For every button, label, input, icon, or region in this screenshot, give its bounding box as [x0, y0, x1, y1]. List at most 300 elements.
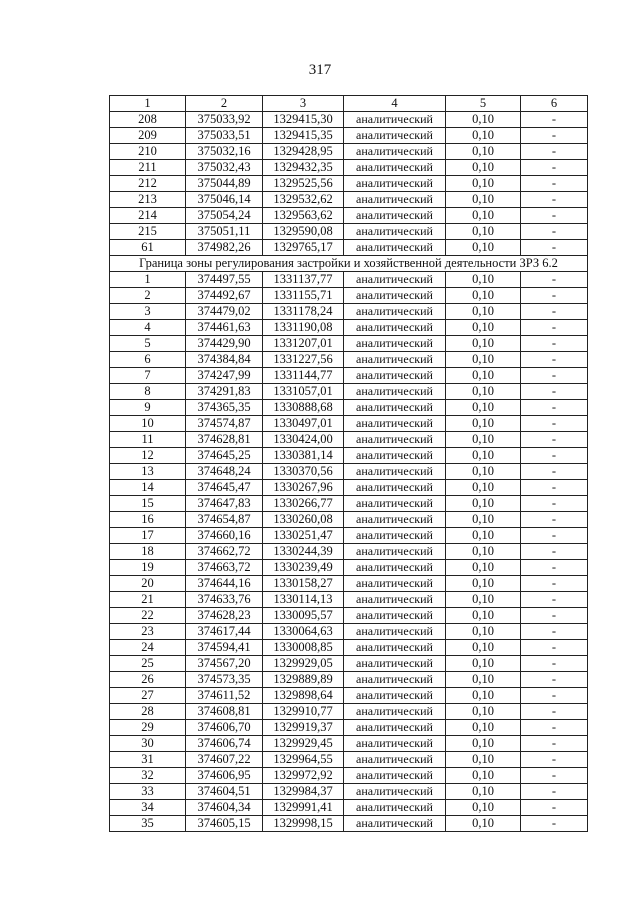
table-cell: аналитический — [344, 128, 446, 144]
table-row — [110, 400, 588, 416]
table-cell: - — [521, 496, 588, 512]
table-cell: 374662,72 — [186, 544, 263, 560]
table-cell: - — [521, 304, 588, 320]
table-row — [110, 320, 588, 336]
table-cell: 374365,35 — [186, 400, 263, 416]
table-cell: 1329898,64 — [263, 688, 344, 704]
table-cell: аналитический — [344, 288, 446, 304]
table-row — [110, 512, 588, 528]
table-cell: 0,10 — [446, 272, 521, 288]
table-cell: 1329984,37 — [263, 784, 344, 800]
table-cell: аналитический — [344, 176, 446, 192]
table-cell: аналитический — [344, 624, 446, 640]
table-cell: 374644,16 — [186, 576, 263, 592]
table-cell: 1330244,39 — [263, 544, 344, 560]
table-cell: - — [521, 608, 588, 624]
table-cell: - — [521, 336, 588, 352]
table-cell: 1329432,35 — [263, 160, 344, 176]
table-row — [110, 272, 588, 288]
table-cell: 1329910,77 — [263, 704, 344, 720]
table-cell: 4 — [110, 320, 186, 336]
table-cell: аналитический — [344, 704, 446, 720]
table-cell: 1 — [110, 272, 186, 288]
table-cell: 1329415,35 — [263, 128, 344, 144]
table-cell: 0,10 — [446, 656, 521, 672]
table-cell: 375044,89 — [186, 176, 263, 192]
table-cell: 0,10 — [446, 224, 521, 240]
table-cell: 1329929,45 — [263, 736, 344, 752]
table-cell: 374606,70 — [186, 720, 263, 736]
table-cell: 374291,83 — [186, 384, 263, 400]
table-cell: 375033,92 — [186, 112, 263, 128]
table-cell: 25 — [110, 656, 186, 672]
table-cell: 1330239,49 — [263, 560, 344, 576]
table-cell: - — [521, 528, 588, 544]
table-cell: 374633,76 — [186, 592, 263, 608]
table-cell: аналитический — [344, 784, 446, 800]
table-cell: аналитический — [344, 352, 446, 368]
table-cell: 1329532,62 — [263, 192, 344, 208]
table-cell: аналитический — [344, 592, 446, 608]
table-cell: 0,10 — [446, 384, 521, 400]
table-cell: 32 — [110, 768, 186, 784]
table-cell: 0,10 — [446, 576, 521, 592]
table-row — [110, 672, 588, 688]
section-title: Граница зоны регулирования застройки и хозяйственной деятельности ЗРЗ 6.2 — [110, 256, 588, 272]
table-cell: 0,10 — [446, 800, 521, 816]
table-cell: 26 — [110, 672, 186, 688]
table-cell: аналитический — [344, 656, 446, 672]
table-cell: 375033,51 — [186, 128, 263, 144]
table-cell: - — [521, 208, 588, 224]
table-cell: 0,10 — [446, 720, 521, 736]
table-cell: - — [521, 192, 588, 208]
table-cell: 1330497,01 — [263, 416, 344, 432]
table-cell: 34 — [110, 800, 186, 816]
table-cell: 0,10 — [446, 480, 521, 496]
table-cell: 374645,25 — [186, 448, 263, 464]
table-cell: - — [521, 720, 588, 736]
table-row — [110, 688, 588, 704]
table-cell: - — [521, 144, 588, 160]
table-cell: 1329972,92 — [263, 768, 344, 784]
table-cell: 374574,87 — [186, 416, 263, 432]
table-cell: 24 — [110, 640, 186, 656]
table-cell: 3 — [110, 304, 186, 320]
table-cell: 0,10 — [446, 704, 521, 720]
table-cell: 213 — [110, 192, 186, 208]
table-cell: 5 — [110, 336, 186, 352]
table-cell: 16 — [110, 512, 186, 528]
table-cell: аналитический — [344, 816, 446, 832]
table-cell: аналитический — [344, 144, 446, 160]
page-number: 317 — [308, 62, 332, 78]
table-cell: 1329889,89 — [263, 672, 344, 688]
table-cell: 374606,95 — [186, 768, 263, 784]
table-cell: 13 — [110, 464, 186, 480]
table-row — [110, 240, 588, 256]
table-cell: 0,10 — [446, 320, 521, 336]
table-cell: 374645,47 — [186, 480, 263, 496]
table-cell: 374461,63 — [186, 320, 263, 336]
table-cell: аналитический — [344, 208, 446, 224]
table-cell: - — [521, 464, 588, 480]
table-cell: 1330008,85 — [263, 640, 344, 656]
table-cell: 374611,52 — [186, 688, 263, 704]
table-cell: - — [521, 224, 588, 240]
table-cell: аналитический — [344, 112, 446, 128]
column-header: 6 — [521, 96, 588, 112]
table-header-row — [110, 96, 588, 112]
table-cell: 0,10 — [446, 752, 521, 768]
table-cell: 0,10 — [446, 640, 521, 656]
table-body — [110, 96, 588, 832]
table-cell: 30 — [110, 736, 186, 752]
table-cell: - — [521, 560, 588, 576]
table-cell: аналитический — [344, 400, 446, 416]
table-cell: - — [521, 688, 588, 704]
table-cell: аналитический — [344, 560, 446, 576]
table-cell: 1331137,77 — [263, 272, 344, 288]
table-cell: - — [521, 816, 588, 832]
coordinates-table — [109, 95, 588, 832]
table-cell: 1330266,77 — [263, 496, 344, 512]
table-cell: аналитический — [344, 448, 446, 464]
table-cell: 0,10 — [446, 208, 521, 224]
table-cell: аналитический — [344, 752, 446, 768]
table-cell: 0,10 — [446, 160, 521, 176]
table-row — [110, 784, 588, 800]
table-cell: аналитический — [344, 736, 446, 752]
table-cell: 1329415,30 — [263, 112, 344, 128]
table-cell: 0,10 — [446, 672, 521, 688]
table-cell: 0,10 — [446, 624, 521, 640]
table-cell: 17 — [110, 528, 186, 544]
table-row — [110, 160, 588, 176]
table-row — [110, 640, 588, 656]
table-cell: 1329590,08 — [263, 224, 344, 240]
table-cell: 0,10 — [446, 368, 521, 384]
table-cell: 211 — [110, 160, 186, 176]
table-cell: 0,10 — [446, 432, 521, 448]
table-cell: 1331155,71 — [263, 288, 344, 304]
table-cell: - — [521, 288, 588, 304]
table-cell: 9 — [110, 400, 186, 416]
table-row — [110, 304, 588, 320]
table-cell: 18 — [110, 544, 186, 560]
table-row — [110, 192, 588, 208]
table-cell: - — [521, 448, 588, 464]
table-cell: - — [521, 432, 588, 448]
table-cell: - — [521, 544, 588, 560]
table-cell: 374604,34 — [186, 800, 263, 816]
table-cell: 1331144,77 — [263, 368, 344, 384]
table-cell: аналитический — [344, 544, 446, 560]
table-cell: - — [521, 160, 588, 176]
table-cell: 19 — [110, 560, 186, 576]
table-cell: 0,10 — [446, 592, 521, 608]
table-cell: 1330424,00 — [263, 432, 344, 448]
table-cell: 374654,87 — [186, 512, 263, 528]
table-cell: 374573,35 — [186, 672, 263, 688]
table-row — [110, 704, 588, 720]
table-row — [110, 112, 588, 128]
table-cell: 374660,16 — [186, 528, 263, 544]
table-cell: 210 — [110, 144, 186, 160]
table-cell: 1331227,56 — [263, 352, 344, 368]
table-cell: 0,10 — [446, 128, 521, 144]
table-cell: - — [521, 656, 588, 672]
table-cell: 214 — [110, 208, 186, 224]
table-cell: 1329964,55 — [263, 752, 344, 768]
table-cell: аналитический — [344, 528, 446, 544]
column-header: 2 — [186, 96, 263, 112]
table-cell: 374497,55 — [186, 272, 263, 288]
table-cell: 31 — [110, 752, 186, 768]
table-cell: - — [521, 576, 588, 592]
table-cell: 209 — [110, 128, 186, 144]
table-cell: - — [521, 240, 588, 256]
table-cell: 1329919,37 — [263, 720, 344, 736]
table-cell: 0,10 — [446, 768, 521, 784]
table-cell: 0,10 — [446, 416, 521, 432]
table-cell: 1331207,01 — [263, 336, 344, 352]
table-cell: - — [521, 672, 588, 688]
table-cell: 375046,14 — [186, 192, 263, 208]
table-cell: аналитический — [344, 800, 446, 816]
table-cell: 33 — [110, 784, 186, 800]
table-cell: аналитический — [344, 224, 446, 240]
table-row — [110, 544, 588, 560]
table-cell: 374663,72 — [186, 560, 263, 576]
table-row — [110, 384, 588, 400]
table-cell: аналитический — [344, 336, 446, 352]
table-cell: 21 — [110, 592, 186, 608]
table-cell: 0,10 — [446, 336, 521, 352]
column-header: 1 — [110, 96, 186, 112]
table-cell: 1329525,56 — [263, 176, 344, 192]
table-cell: 0,10 — [446, 352, 521, 368]
table-cell: 0,10 — [446, 544, 521, 560]
table-row — [110, 176, 588, 192]
table-cell: 1331190,08 — [263, 320, 344, 336]
table-cell: 0,10 — [446, 304, 521, 320]
table-cell: 374247,99 — [186, 368, 263, 384]
table-cell: 6 — [110, 352, 186, 368]
table-cell: аналитический — [344, 640, 446, 656]
table-cell: аналитический — [344, 672, 446, 688]
table-cell: 374982,26 — [186, 240, 263, 256]
table-cell: 61 — [110, 240, 186, 256]
table-cell: - — [521, 784, 588, 800]
table-cell: 374628,23 — [186, 608, 263, 624]
table-cell: 208 — [110, 112, 186, 128]
section-title-row — [110, 256, 588, 272]
table-cell: 1330064,63 — [263, 624, 344, 640]
table-cell: аналитический — [344, 368, 446, 384]
table-row — [110, 816, 588, 832]
table-cell: аналитический — [344, 416, 446, 432]
table-cell: 215 — [110, 224, 186, 240]
table-cell: 20 — [110, 576, 186, 592]
table-cell: 0,10 — [446, 176, 521, 192]
table-cell: 0,10 — [446, 240, 521, 256]
table-cell: 15 — [110, 496, 186, 512]
table-cell: 1330251,47 — [263, 528, 344, 544]
table-cell: - — [521, 176, 588, 192]
table-cell: 0,10 — [446, 496, 521, 512]
table-row — [110, 480, 588, 496]
table-cell: 14 — [110, 480, 186, 496]
column-header: 4 — [344, 96, 446, 112]
table-row — [110, 576, 588, 592]
table-row — [110, 720, 588, 736]
table-cell: 1330114,13 — [263, 592, 344, 608]
table-cell: 35 — [110, 816, 186, 832]
table-row — [110, 656, 588, 672]
table-cell: 1329428,95 — [263, 144, 344, 160]
table-row — [110, 752, 588, 768]
table-cell: 0,10 — [446, 688, 521, 704]
table-row — [110, 208, 588, 224]
table-cell: 374607,22 — [186, 752, 263, 768]
table-row — [110, 288, 588, 304]
table-cell: 0,10 — [446, 144, 521, 160]
table-cell: 212 — [110, 176, 186, 192]
table-cell: - — [521, 592, 588, 608]
table-cell: - — [521, 768, 588, 784]
table-cell: 0,10 — [446, 816, 521, 832]
table-cell: аналитический — [344, 768, 446, 784]
table-row — [110, 608, 588, 624]
table-cell: 2 — [110, 288, 186, 304]
table-cell: 10 — [110, 416, 186, 432]
table-row — [110, 592, 588, 608]
table-row — [110, 800, 588, 816]
table-cell: 0,10 — [446, 288, 521, 304]
table-cell: 0,10 — [446, 112, 521, 128]
table-cell: 374594,41 — [186, 640, 263, 656]
table-row — [110, 496, 588, 512]
table-cell: 1330260,08 — [263, 512, 344, 528]
table-cell: аналитический — [344, 432, 446, 448]
table-cell: 29 — [110, 720, 186, 736]
table-cell: - — [521, 352, 588, 368]
table-cell: - — [521, 112, 588, 128]
table-cell: 1330095,57 — [263, 608, 344, 624]
table-row — [110, 624, 588, 640]
table-cell: 1329929,05 — [263, 656, 344, 672]
table-row — [110, 336, 588, 352]
table-cell: - — [521, 512, 588, 528]
table-cell: 374647,83 — [186, 496, 263, 512]
table-cell: 374479,02 — [186, 304, 263, 320]
table-cell: 0,10 — [446, 608, 521, 624]
table-row — [110, 416, 588, 432]
table-cell: 374605,15 — [186, 816, 263, 832]
table-cell: 374606,74 — [186, 736, 263, 752]
table-cell: аналитический — [344, 160, 446, 176]
table-cell: 1331178,24 — [263, 304, 344, 320]
table-cell: 8 — [110, 384, 186, 400]
table-cell: аналитический — [344, 464, 446, 480]
table-cell: аналитический — [344, 480, 446, 496]
table-row — [110, 464, 588, 480]
table-cell: 1331057,01 — [263, 384, 344, 400]
table-cell: 12 — [110, 448, 186, 464]
table-cell: 1330267,96 — [263, 480, 344, 496]
table-cell: 1330381,14 — [263, 448, 344, 464]
table-cell: - — [521, 640, 588, 656]
table-cell: 28 — [110, 704, 186, 720]
table-cell: аналитический — [344, 720, 446, 736]
table-cell: - — [521, 368, 588, 384]
table-cell: 22 — [110, 608, 186, 624]
table-cell: аналитический — [344, 512, 446, 528]
table-row — [110, 352, 588, 368]
table-cell: 375054,24 — [186, 208, 263, 224]
table-row — [110, 432, 588, 448]
table-cell: 375051,11 — [186, 224, 263, 240]
table-cell: 374567,20 — [186, 656, 263, 672]
table-cell: аналитический — [344, 576, 446, 592]
table-row — [110, 224, 588, 240]
table-cell: 374608,81 — [186, 704, 263, 720]
table-cell: 374648,24 — [186, 464, 263, 480]
table-cell: 1330370,56 — [263, 464, 344, 480]
table-cell: 0,10 — [446, 560, 521, 576]
table-cell: 374492,67 — [186, 288, 263, 304]
table-cell: 375032,16 — [186, 144, 263, 160]
table-cell: 7 — [110, 368, 186, 384]
table-cell: 374384,84 — [186, 352, 263, 368]
table-cell: - — [521, 480, 588, 496]
table-cell: 374617,44 — [186, 624, 263, 640]
table-cell: 1330888,68 — [263, 400, 344, 416]
table-cell: аналитический — [344, 608, 446, 624]
table-cell: 374628,81 — [186, 432, 263, 448]
table-row — [110, 144, 588, 160]
table-row — [110, 768, 588, 784]
table-cell: - — [521, 736, 588, 752]
table-cell: аналитический — [344, 496, 446, 512]
table-cell: 0,10 — [446, 400, 521, 416]
table-cell: аналитический — [344, 688, 446, 704]
table-row — [110, 368, 588, 384]
table-row — [110, 128, 588, 144]
table-row — [110, 528, 588, 544]
column-header: 5 — [446, 96, 521, 112]
table-cell: - — [521, 272, 588, 288]
table-cell: 1329991,41 — [263, 800, 344, 816]
table-cell: - — [521, 752, 588, 768]
table-cell: 1330158,27 — [263, 576, 344, 592]
table-row — [110, 448, 588, 464]
table-cell: - — [521, 416, 588, 432]
table-cell: аналитический — [344, 384, 446, 400]
table-cell: 0,10 — [446, 528, 521, 544]
table-cell: - — [521, 320, 588, 336]
table-cell: 27 — [110, 688, 186, 704]
column-header: 3 — [263, 96, 344, 112]
table-row — [110, 560, 588, 576]
table-cell: - — [521, 128, 588, 144]
table-cell: аналитический — [344, 320, 446, 336]
table-cell: 374604,51 — [186, 784, 263, 800]
table-cell: аналитический — [344, 304, 446, 320]
table-cell: аналитический — [344, 192, 446, 208]
table-cell: 1329563,62 — [263, 208, 344, 224]
